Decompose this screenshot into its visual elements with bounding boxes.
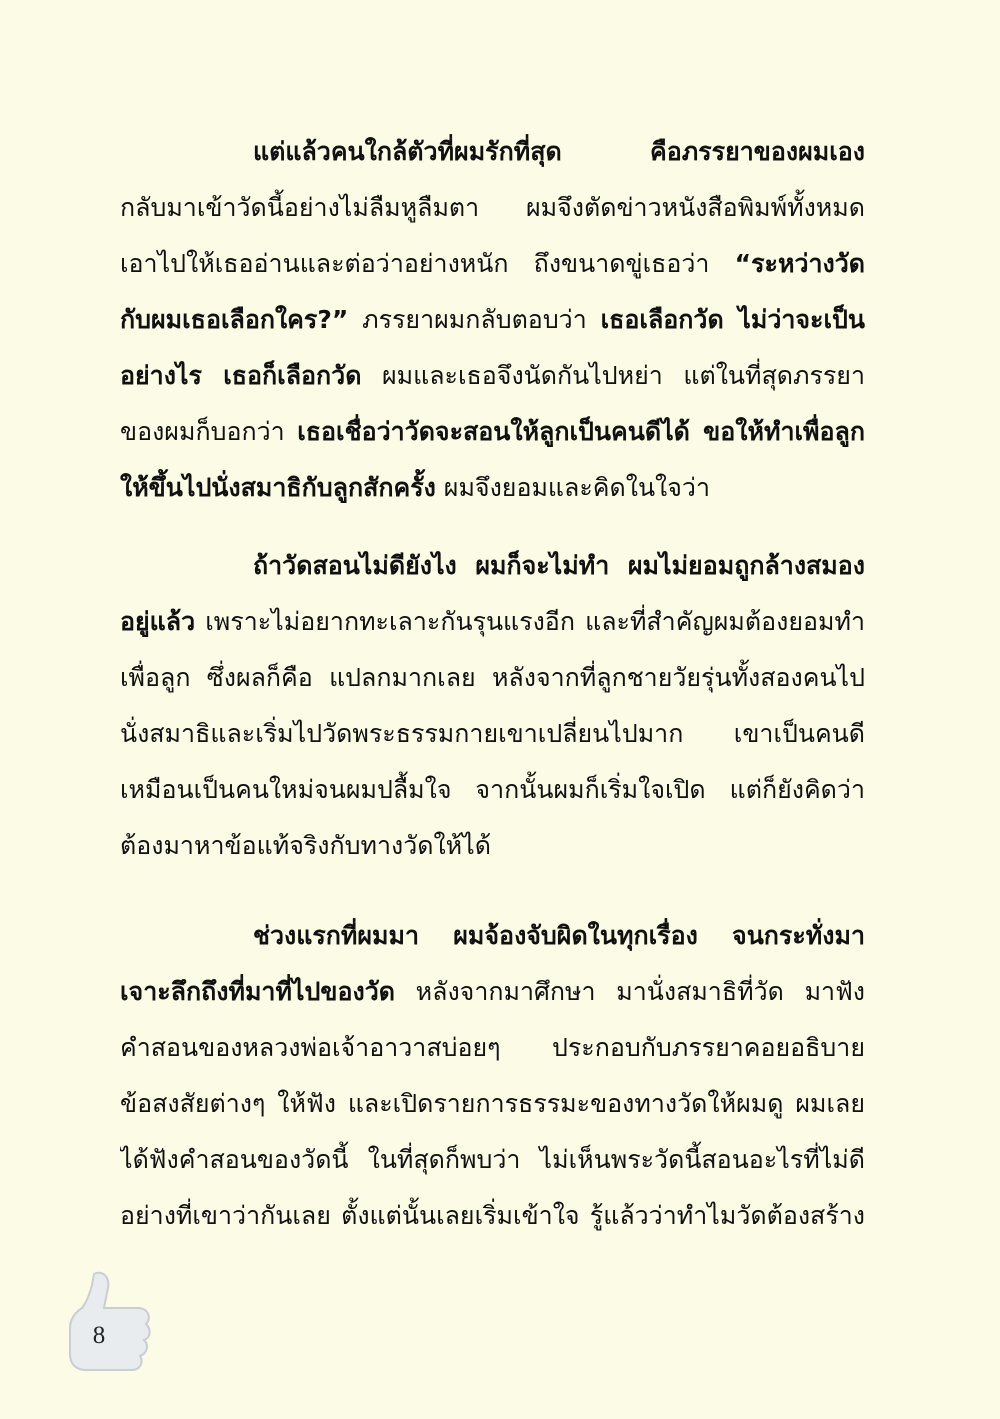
text-run: ได้ฟังคำสอนของวัดนี้ ในที่สุดก็พบว่า ไม่เห็นพระวัดนี้สอนอะไรที่ไม่ดี <box>120 1145 865 1174</box>
text-line <box>120 706 865 762</box>
text-run: อย่างที่เขาว่ากันเลย ตั้งแต่นั้นเลยเริ่มเข้าใจ รู้แล้วว่าทำไมวัดต้องสร้าง <box>120 1201 865 1230</box>
text-run: อย่างไร เธอก็เลือกวัด <box>120 361 362 390</box>
text-run: อยู่แล้ว <box>120 607 196 636</box>
text-line <box>120 236 865 292</box>
text-line <box>120 538 865 594</box>
text-run: คำสอนของหลวงพ่อเจ้าอาวาสบ่อยๆ ประกอบกับภรรยาคอยอธิบาย <box>120 1033 865 1062</box>
text-line <box>120 1020 865 1076</box>
text-run: แต่แล้วคนใกล้ตัวที่ผมรักที่สุด คือภรรยาของผมเอง <box>253 137 865 166</box>
text-line <box>120 818 865 874</box>
text-run: เพื่อลูก ซึ่งผลก็คือ แปลกมากเลย หลังจากที่ลูกชายวัยรุ่นทั้งสองคนไป <box>120 663 865 692</box>
text-run: เหมือนเป็นคนใหม่จนผมปลื้มใจ จากนั้นผมก็เริ่มใจเปิด แต่ก็ยังคิดว่า <box>120 775 865 804</box>
text-line <box>120 762 865 818</box>
text-run: ให้ขึ้นไปนั่งสมาธิกับลูกสักครั้ง <box>120 473 436 502</box>
text-run: นั่งสมาธิและเริ่มไปวัดพระธรรมกายเขาเปลี่ยนไปมาก เขาเป็นคนดี <box>120 719 865 748</box>
text-run: เจาะลึกถึงที่มาที่ไปของวัด <box>120 977 395 1006</box>
text-run: ข้อสงสัยต่างๆ ให้ฟัง และเปิดรายการธรรมะของทางวัดให้ผมดู ผมเลย <box>120 1089 865 1118</box>
text-line <box>120 650 865 706</box>
page-number: 8 <box>92 1322 106 1349</box>
text-line <box>120 124 865 180</box>
text-run: กับผมเธอเลือกใคร?” <box>120 305 349 334</box>
paragraph-2 <box>120 538 865 874</box>
text-run: หลังจากมาศึกษา มานั่งสมาธิที่วัด มาฟัง <box>394 977 865 1006</box>
text-run: ช่วงแรกที่ผมมา ผมจ้องจับผิดในทุกเรื่อง จนกระทั่งมา <box>253 921 865 950</box>
text-line <box>120 1188 865 1244</box>
text-line <box>120 460 865 516</box>
text-line <box>120 594 865 650</box>
text-line <box>120 908 865 964</box>
text-line <box>120 292 865 348</box>
text-run: ต้องมาหาข้อแท้จริงกับทางวัดให้ได้ <box>120 831 491 860</box>
text-run: ผมจึงยอมและคิดในใจว่า <box>435 473 710 502</box>
text-line <box>120 1076 865 1132</box>
text-run: เอาไปให้เธออ่านและต่อว่าอย่างหนัก ถึงขนาดขู่เธอว่า <box>120 249 735 278</box>
text-run: ผมและเธอจึงนัดกันไปหย่า แต่ในที่สุดภรรยา <box>361 361 865 390</box>
text-run: ถ้าวัดสอนไม่ดียังไง ผมก็จะไม่ทำ ผมไม่ยอมถูกล้างสมอง <box>253 551 865 580</box>
paragraph-1 <box>120 124 865 516</box>
text-run: เธอเชื่อว่าวัดจะสอนให้ลูกเป็นคนดีได้ ขอให้ทำเพื่อลูก <box>297 417 865 446</box>
text-line <box>120 964 865 1020</box>
paragraph-3 <box>120 908 865 1244</box>
text-line <box>120 404 865 460</box>
text-run: ภรรยาผมกลับตอบว่า <box>348 305 601 334</box>
text-line <box>120 348 865 404</box>
text-run: กลับมาเข้าวัดนี้อย่างไม่ลืมหูลืมตา ผมจึงตัดข่าวหนังสือพิมพ์ทั้งหมด <box>120 193 865 222</box>
text-line <box>120 1132 865 1188</box>
text-run: “ระหว่างวัด <box>734 249 865 278</box>
text-run: เพราะไม่อยากทะเลาะกันรุนแรงอีก และที่สำคัญผมต้องยอมทำ <box>195 607 865 636</box>
text-run: เธอเลือกวัด ไม่ว่าจะเป็น <box>600 305 865 334</box>
text-run: ของผมก็บอกว่า <box>120 417 298 446</box>
text-line <box>120 180 865 236</box>
